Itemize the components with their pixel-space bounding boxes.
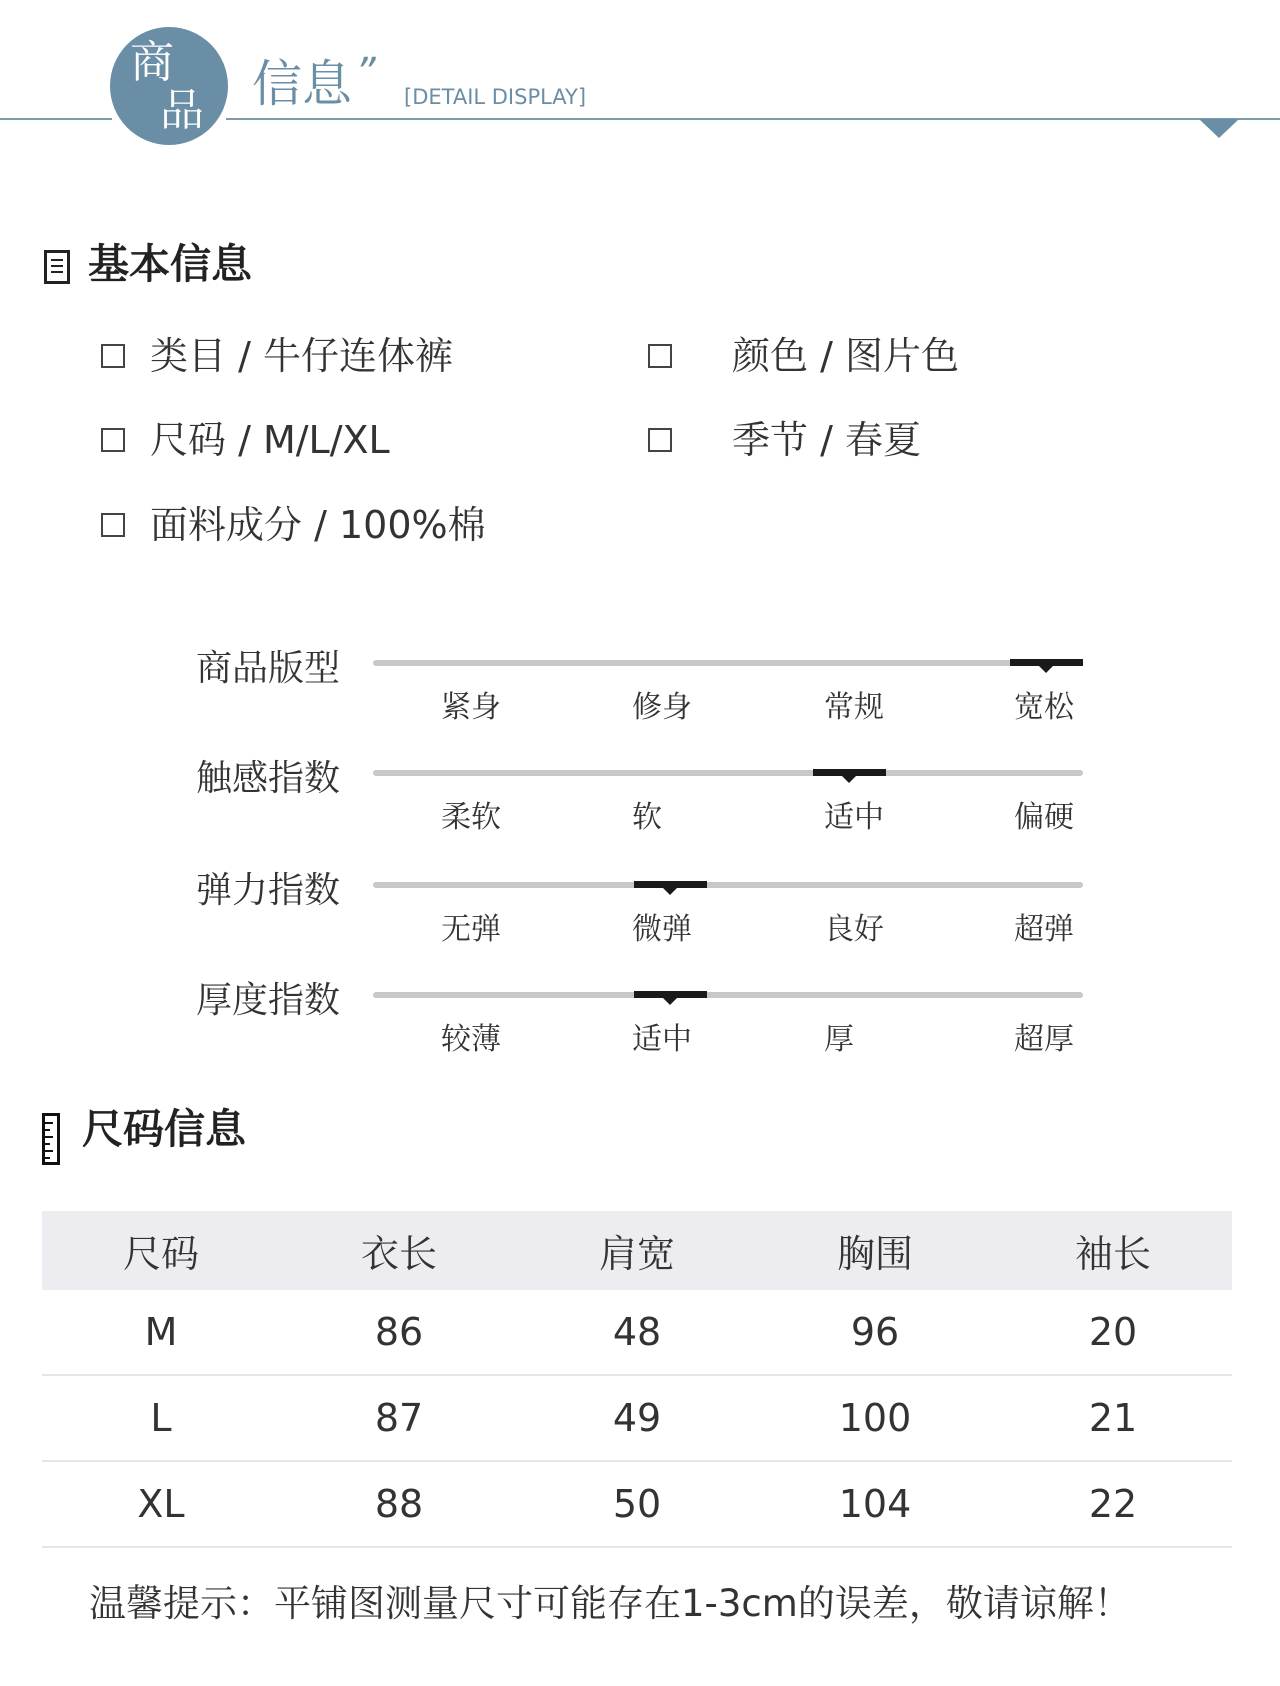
slider-option: 适中: [824, 800, 884, 835]
document-icon: [44, 250, 70, 284]
table-cell: 49: [612, 1396, 662, 1440]
info-season: 季节 / 春夏: [732, 418, 921, 462]
slider-option: 较薄: [441, 1022, 501, 1057]
info-category: 类目 / 牛仔连体裤: [150, 334, 453, 378]
table-cell: 88: [374, 1482, 424, 1526]
checkbox-icon: [101, 513, 125, 537]
header-badge: [110, 27, 228, 145]
header-down-arrow-icon: [1199, 119, 1239, 138]
slider-option: 微弹: [632, 912, 692, 947]
slider-option: 偏硬: [1014, 800, 1074, 835]
slider-option: 超弹: [1014, 912, 1074, 947]
slider-track: [373, 770, 1083, 776]
table-cell: XL: [137, 1482, 185, 1526]
header-rule-left: [0, 118, 112, 120]
header-badge-char-bottom: 品: [160, 85, 204, 136]
table-cell: 20: [1088, 1310, 1138, 1354]
table-cell: 22: [1088, 1482, 1138, 1526]
table-cell: L: [150, 1396, 172, 1440]
table-header-cell: 衣长: [360, 1232, 437, 1276]
table-row: [42, 1462, 1232, 1548]
slider-option: 宽松: [1014, 690, 1074, 725]
ruler-icon: [42, 1113, 60, 1165]
table-header-cell: 尺码: [122, 1232, 199, 1276]
table-cell: 104: [838, 1482, 912, 1526]
slider-label: 厚度指数: [196, 980, 341, 1021]
slider-option: 软: [632, 800, 662, 835]
table-cell: 86: [374, 1310, 424, 1354]
checkbox-icon: [101, 428, 125, 452]
size-table: [42, 1211, 1232, 1548]
slider-marker: [634, 991, 707, 998]
slider-option: 适中: [632, 1022, 692, 1057]
table-cell: M: [144, 1310, 178, 1354]
table-row: [42, 1290, 1232, 1376]
size-info-title: 尺码信息: [82, 1105, 246, 1153]
slider-option: 柔软: [441, 800, 501, 835]
table-cell: 87: [374, 1396, 424, 1440]
slider-label: 弹力指数: [196, 870, 341, 911]
table-row: [42, 1376, 1232, 1462]
table-cell: 21: [1088, 1396, 1138, 1440]
info-fabric: 面料成分 / 100%棉: [150, 503, 486, 547]
table-cell: 100: [838, 1396, 912, 1440]
table-cell: 96: [850, 1310, 900, 1354]
table-header-cell: 胸围: [836, 1232, 913, 1276]
slider-option: 超厚: [1014, 1022, 1074, 1057]
basic-info-title: 基本信息: [88, 240, 252, 288]
slider-marker: [1010, 659, 1083, 666]
table-header-cell: 肩宽: [598, 1232, 675, 1276]
info-size: 尺码 / M/L/XL: [150, 418, 390, 462]
slider-marker: [634, 881, 707, 888]
measurement-note: 温馨提示：平铺图测量尺寸可能存在1-3cm的误差，敬请谅解！: [89, 1582, 1131, 1625]
table-cell: 48: [612, 1310, 662, 1354]
info-color: 颜色 / 图片色: [732, 334, 959, 378]
slider-track: [373, 660, 1083, 666]
checkbox-icon: [101, 344, 125, 368]
header-subtitle: [DETAIL DISPLAY]: [404, 85, 587, 109]
table-header-cell: 袖长: [1074, 1232, 1151, 1276]
slider-option: 厚: [824, 1022, 854, 1057]
slider-option: 修身: [632, 690, 692, 725]
slider-label: 触感指数: [196, 758, 341, 799]
header-title: 信息: [252, 55, 352, 113]
slider-track: [373, 882, 1083, 888]
slider-track: [373, 992, 1083, 998]
slider-option: 常规: [824, 690, 884, 725]
header-badge-char-top: 商: [130, 37, 174, 88]
table-cell: 50: [612, 1482, 662, 1526]
slider-option: 紧身: [441, 690, 501, 725]
header-quote-mark: ”: [355, 50, 376, 96]
checkbox-icon: [648, 428, 672, 452]
slider-label: 商品版型: [196, 648, 341, 689]
slider-marker: [813, 769, 886, 776]
table-header-row: [42, 1211, 1232, 1290]
slider-option: 良好: [824, 912, 884, 947]
checkbox-icon: [648, 344, 672, 368]
header-rule-right: [226, 118, 1280, 120]
slider-option: 无弹: [441, 912, 501, 947]
